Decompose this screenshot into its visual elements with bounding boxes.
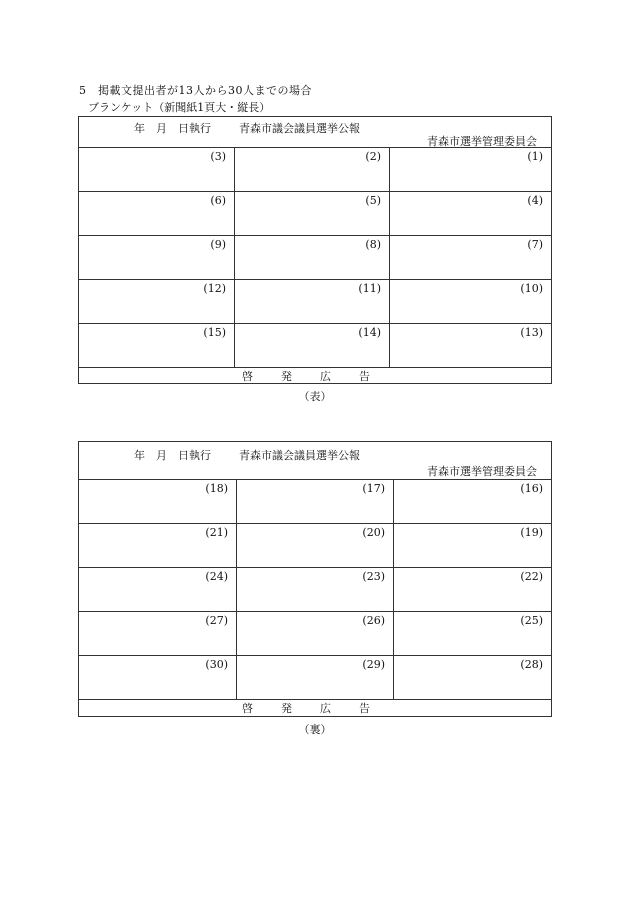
slot-number: (24) <box>205 570 228 583</box>
slot-number: (18) <box>205 482 228 495</box>
candidate-slot <box>79 192 235 235</box>
candidate-slot <box>79 612 237 655</box>
slot-number: (26) <box>362 614 385 627</box>
candidate-slot <box>79 656 237 699</box>
candidate-slot <box>394 656 551 699</box>
slot-number: (25) <box>520 614 543 627</box>
slot-number: (12) <box>203 282 226 295</box>
slot-number: (29) <box>362 658 385 671</box>
candidate-slot <box>394 612 551 655</box>
sheet-header <box>79 442 551 480</box>
slot-number: (27) <box>205 614 228 627</box>
slot-number: (21) <box>205 526 228 539</box>
grid-row <box>79 480 551 524</box>
back-sheet <box>78 441 552 717</box>
slot-number: (10) <box>520 282 543 295</box>
candidate-slot <box>237 656 394 699</box>
candidate-slot <box>79 280 235 323</box>
candidate-slot <box>235 148 390 191</box>
slot-number: (11) <box>358 282 381 295</box>
grid-row <box>79 324 551 368</box>
layout-subheading: ブランケット（新聞紙1頁大・縦長） <box>88 101 271 114</box>
candidate-slot <box>237 480 394 523</box>
committee-name: 青森市選挙管理委員会 <box>427 465 537 478</box>
slot-number: (6) <box>210 194 226 207</box>
election-date-label: 年 月 日執行 <box>134 449 211 462</box>
slot-number: (19) <box>520 526 543 539</box>
candidate-slot <box>394 568 551 611</box>
candidate-slot <box>235 192 390 235</box>
candidate-slot <box>235 280 390 323</box>
committee-name: 青森市選挙管理委員会 <box>427 135 537 148</box>
slot-number: (5) <box>365 194 381 207</box>
slot-number: (4) <box>527 194 543 207</box>
candidate-slot <box>79 236 235 279</box>
candidate-slot <box>390 192 551 235</box>
ad-footer: 啓発広告 <box>242 370 398 383</box>
grid-row <box>79 568 551 612</box>
slot-number: (13) <box>520 326 543 339</box>
grid-row <box>79 192 551 236</box>
slot-number: (23) <box>362 570 385 583</box>
slot-number: (14) <box>358 326 381 339</box>
candidate-slot <box>79 324 235 367</box>
slot-number: (3) <box>210 150 226 163</box>
candidate-slot <box>237 568 394 611</box>
slot-number: (8) <box>365 238 381 251</box>
slot-number: (7) <box>527 238 543 251</box>
grid-row <box>79 148 551 192</box>
slot-number: (30) <box>205 658 228 671</box>
back-caption: （裏） <box>298 723 332 736</box>
candidate-slot <box>394 524 551 567</box>
candidate-slot <box>237 612 394 655</box>
candidate-slot <box>390 236 551 279</box>
slot-number: (2) <box>365 150 381 163</box>
candidate-slot <box>79 568 237 611</box>
candidate-grid <box>79 148 551 368</box>
slot-number: (9) <box>210 238 226 251</box>
slot-number: (20) <box>362 526 385 539</box>
slot-number: (1) <box>527 150 543 163</box>
slot-number: (15) <box>203 326 226 339</box>
section-heading: 5 掲載文提出者が13人から30人までの場合 <box>79 84 312 97</box>
grid-row <box>79 280 551 324</box>
candidate-slot <box>394 480 551 523</box>
grid-row <box>79 656 551 700</box>
candidate-slot <box>390 280 551 323</box>
candidate-slot <box>79 524 237 567</box>
election-date-label: 年 月 日執行 <box>134 122 211 135</box>
grid-row <box>79 524 551 568</box>
candidate-slot <box>390 148 551 191</box>
ad-footer: 啓発広告 <box>242 702 398 715</box>
slot-number: (28) <box>520 658 543 671</box>
slot-number: (16) <box>520 482 543 495</box>
front-caption: （表） <box>298 390 332 403</box>
slot-number: (17) <box>362 482 385 495</box>
sheet-header <box>79 117 551 148</box>
candidate-slot <box>390 324 551 367</box>
publication-title: 青森市議会議員選挙公報 <box>239 449 360 462</box>
candidate-slot <box>237 524 394 567</box>
candidate-slot <box>235 324 390 367</box>
publication-title: 青森市議会議員選挙公報 <box>239 122 360 135</box>
grid-row <box>79 612 551 656</box>
candidate-slot <box>79 480 237 523</box>
candidate-slot <box>235 236 390 279</box>
candidate-slot <box>79 148 235 191</box>
front-sheet <box>78 116 552 384</box>
slot-number: (22) <box>520 570 543 583</box>
grid-row <box>79 236 551 280</box>
candidate-grid <box>79 480 551 700</box>
